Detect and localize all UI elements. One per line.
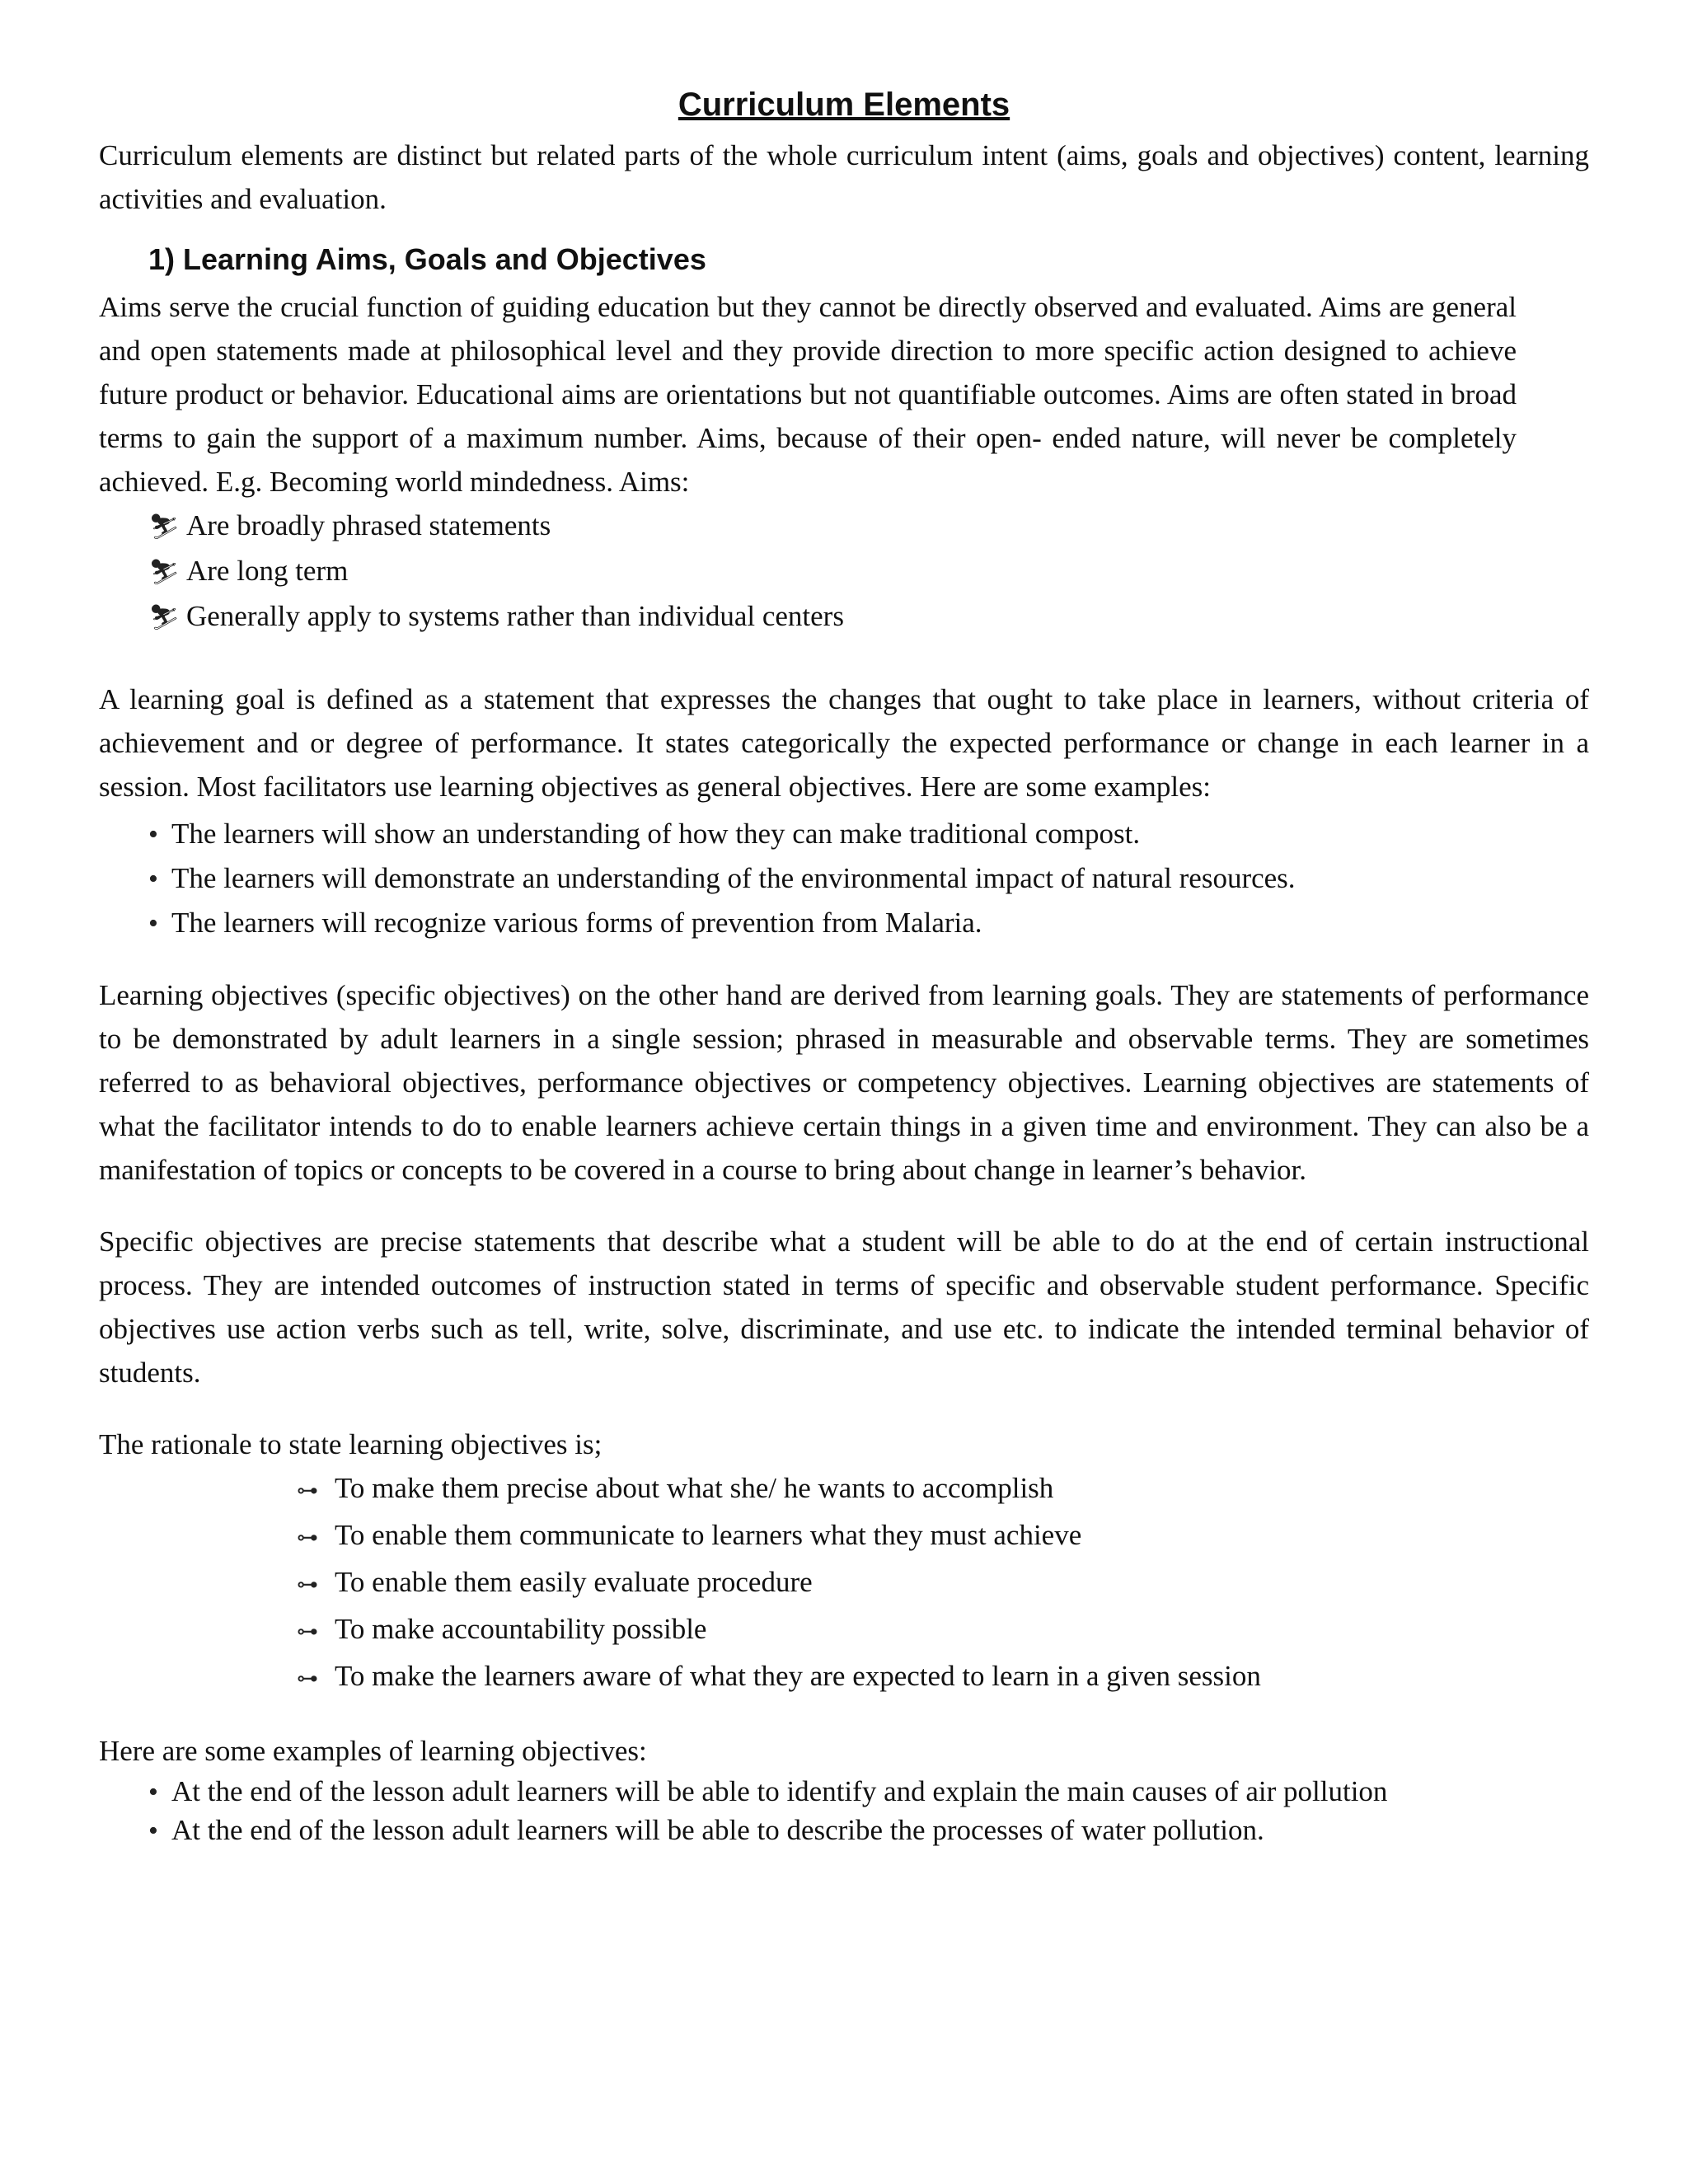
list-item	[99, 812, 1589, 856]
goal-paragraph: A learning goal is defined as a statement that expresses the changes that ought to take place in learners, without criteria of achievement and or degree of performance. It states categorically the expected performance or change in each learner in a session. Most facilitators use learning objectives as general objectives. Here are some examples:	[99, 683, 1589, 804]
aims-paragraph: Aims serve the crucial function of guiding education but they cannot be directly observed and evaluated. Aims are general and open statements made at philosophical level and they provide direction to more specific action designed to achieve future product or behavior. Educational aims are orientations but not quantifiable outcomes. Aims are often stated in broad terms to gain the support of a maximum number. Aims, because of their open- ended nature, will never be completely achieved. E.g. Becoming world mindedness. Aims:	[99, 291, 1517, 499]
list-item-text: Are broadly phrased statements	[186, 509, 551, 542]
list-item	[99, 856, 1589, 901]
list-item	[99, 1773, 1589, 1811]
list-item-text: The learners will demonstrate an understanding of the environmental impact of natural resources.	[171, 862, 1296, 895]
objective-examples-list	[99, 1773, 1589, 1850]
list-item	[99, 594, 1589, 640]
document-page	[99, 82, 1589, 1850]
objectives-paragraph: Learning objectives (specific objectives) on the other hand are derived from learning goals. They are statements of performance to be demonstrated by adult learners in a single session; phrased in measurable and observable terms. They are sometimes referred to as behavioral objectives, performance objectives or competency objectives. Learning objectives are statements of what the facilitator intends to do to enable learners achieve certain things in a given time and environment. They can also be a manifestation of topics or concepts to be covered in a course to bring about change in learner’s behavior.	[99, 979, 1589, 1187]
intro-paragraph: Curriculum elements are distinct but related parts of the whole curriculum intent (aims, goals and objectives) content, learning activities and evaluation.	[99, 139, 1589, 215]
page-title: Curriculum Elements	[678, 87, 1010, 123]
key-bullet-icon: ⊶	[297, 1479, 318, 1504]
list-item	[99, 504, 1589, 549]
list-item	[99, 901, 1589, 945]
list-item-text: At the end of the lesson adult learners will be able to describe the processes of water pollution.	[171, 1814, 1264, 1847]
list-item-text: At the end of the lesson adult learners will be able to identify and explain the main causes of air pollution	[171, 1775, 1388, 1808]
list-item	[99, 1654, 1589, 1701]
list-item-text: Generally apply to systems rather than individual centers	[186, 600, 844, 633]
list-item	[99, 549, 1589, 594]
goal-examples-list	[99, 812, 1589, 945]
list-item-text: The learners will show an understanding of how they can make traditional compost.	[171, 818, 1141, 851]
list-item-text: Are long term	[186, 555, 349, 588]
section-heading: 1) Learning Aims, Goals and Objectives	[148, 242, 706, 276]
specific-objectives-paragraph: Specific objectives are precise statements that describe what a student will be able to do at the end of certain instructional process. They are intended outcomes of instruction stated in terms of specific and observable student performance. Specific objectives use action verbs such as tell, write, solve, discriminate, and use etc. to indicate the intended terminal behavior of students.	[99, 1226, 1589, 1390]
list-item-text: To make the learners aware of what they are expected to learn in a given session	[335, 1660, 1261, 1693]
list-item-text: The learners will recognize various forms of prevention from Malaria.	[171, 907, 982, 940]
list-item	[99, 1466, 1589, 1513]
aims-list	[99, 504, 1589, 640]
dot-bullet-icon: •	[148, 1816, 158, 1847]
skier-bullet-icon: ⛷	[148, 604, 181, 632]
skier-bullet-icon: ⛷	[148, 559, 181, 587]
list-item-text: To make them precise about what she/ he wants to accomplish	[335, 1472, 1054, 1505]
list-item-text: To make accountability possible	[335, 1613, 707, 1646]
examples-intro: Here are some examples of learning objectives:	[99, 1735, 647, 1768]
dot-bullet-icon: •	[148, 908, 158, 940]
list-item-text: To enable them easily evaluate procedure	[335, 1566, 813, 1599]
dot-bullet-icon: •	[148, 1777, 158, 1808]
key-bullet-icon: ⊶	[297, 1572, 318, 1598]
dot-bullet-icon: •	[148, 864, 158, 895]
dot-bullet-icon: •	[148, 819, 158, 851]
list-item	[99, 1513, 1589, 1560]
skier-bullet-icon: ⛷	[148, 513, 181, 541]
list-item	[99, 1560, 1589, 1607]
rationale-list	[99, 1466, 1589, 1701]
list-item	[99, 1811, 1589, 1850]
list-item-text: To enable them communicate to learners what they must achieve	[335, 1519, 1082, 1552]
key-bullet-icon: ⊶	[297, 1666, 318, 1692]
key-bullet-icon: ⊶	[297, 1619, 318, 1645]
rationale-intro: The rationale to state learning objectives is;	[99, 1428, 603, 1461]
key-bullet-icon: ⊶	[297, 1526, 318, 1551]
list-item	[99, 1607, 1589, 1654]
